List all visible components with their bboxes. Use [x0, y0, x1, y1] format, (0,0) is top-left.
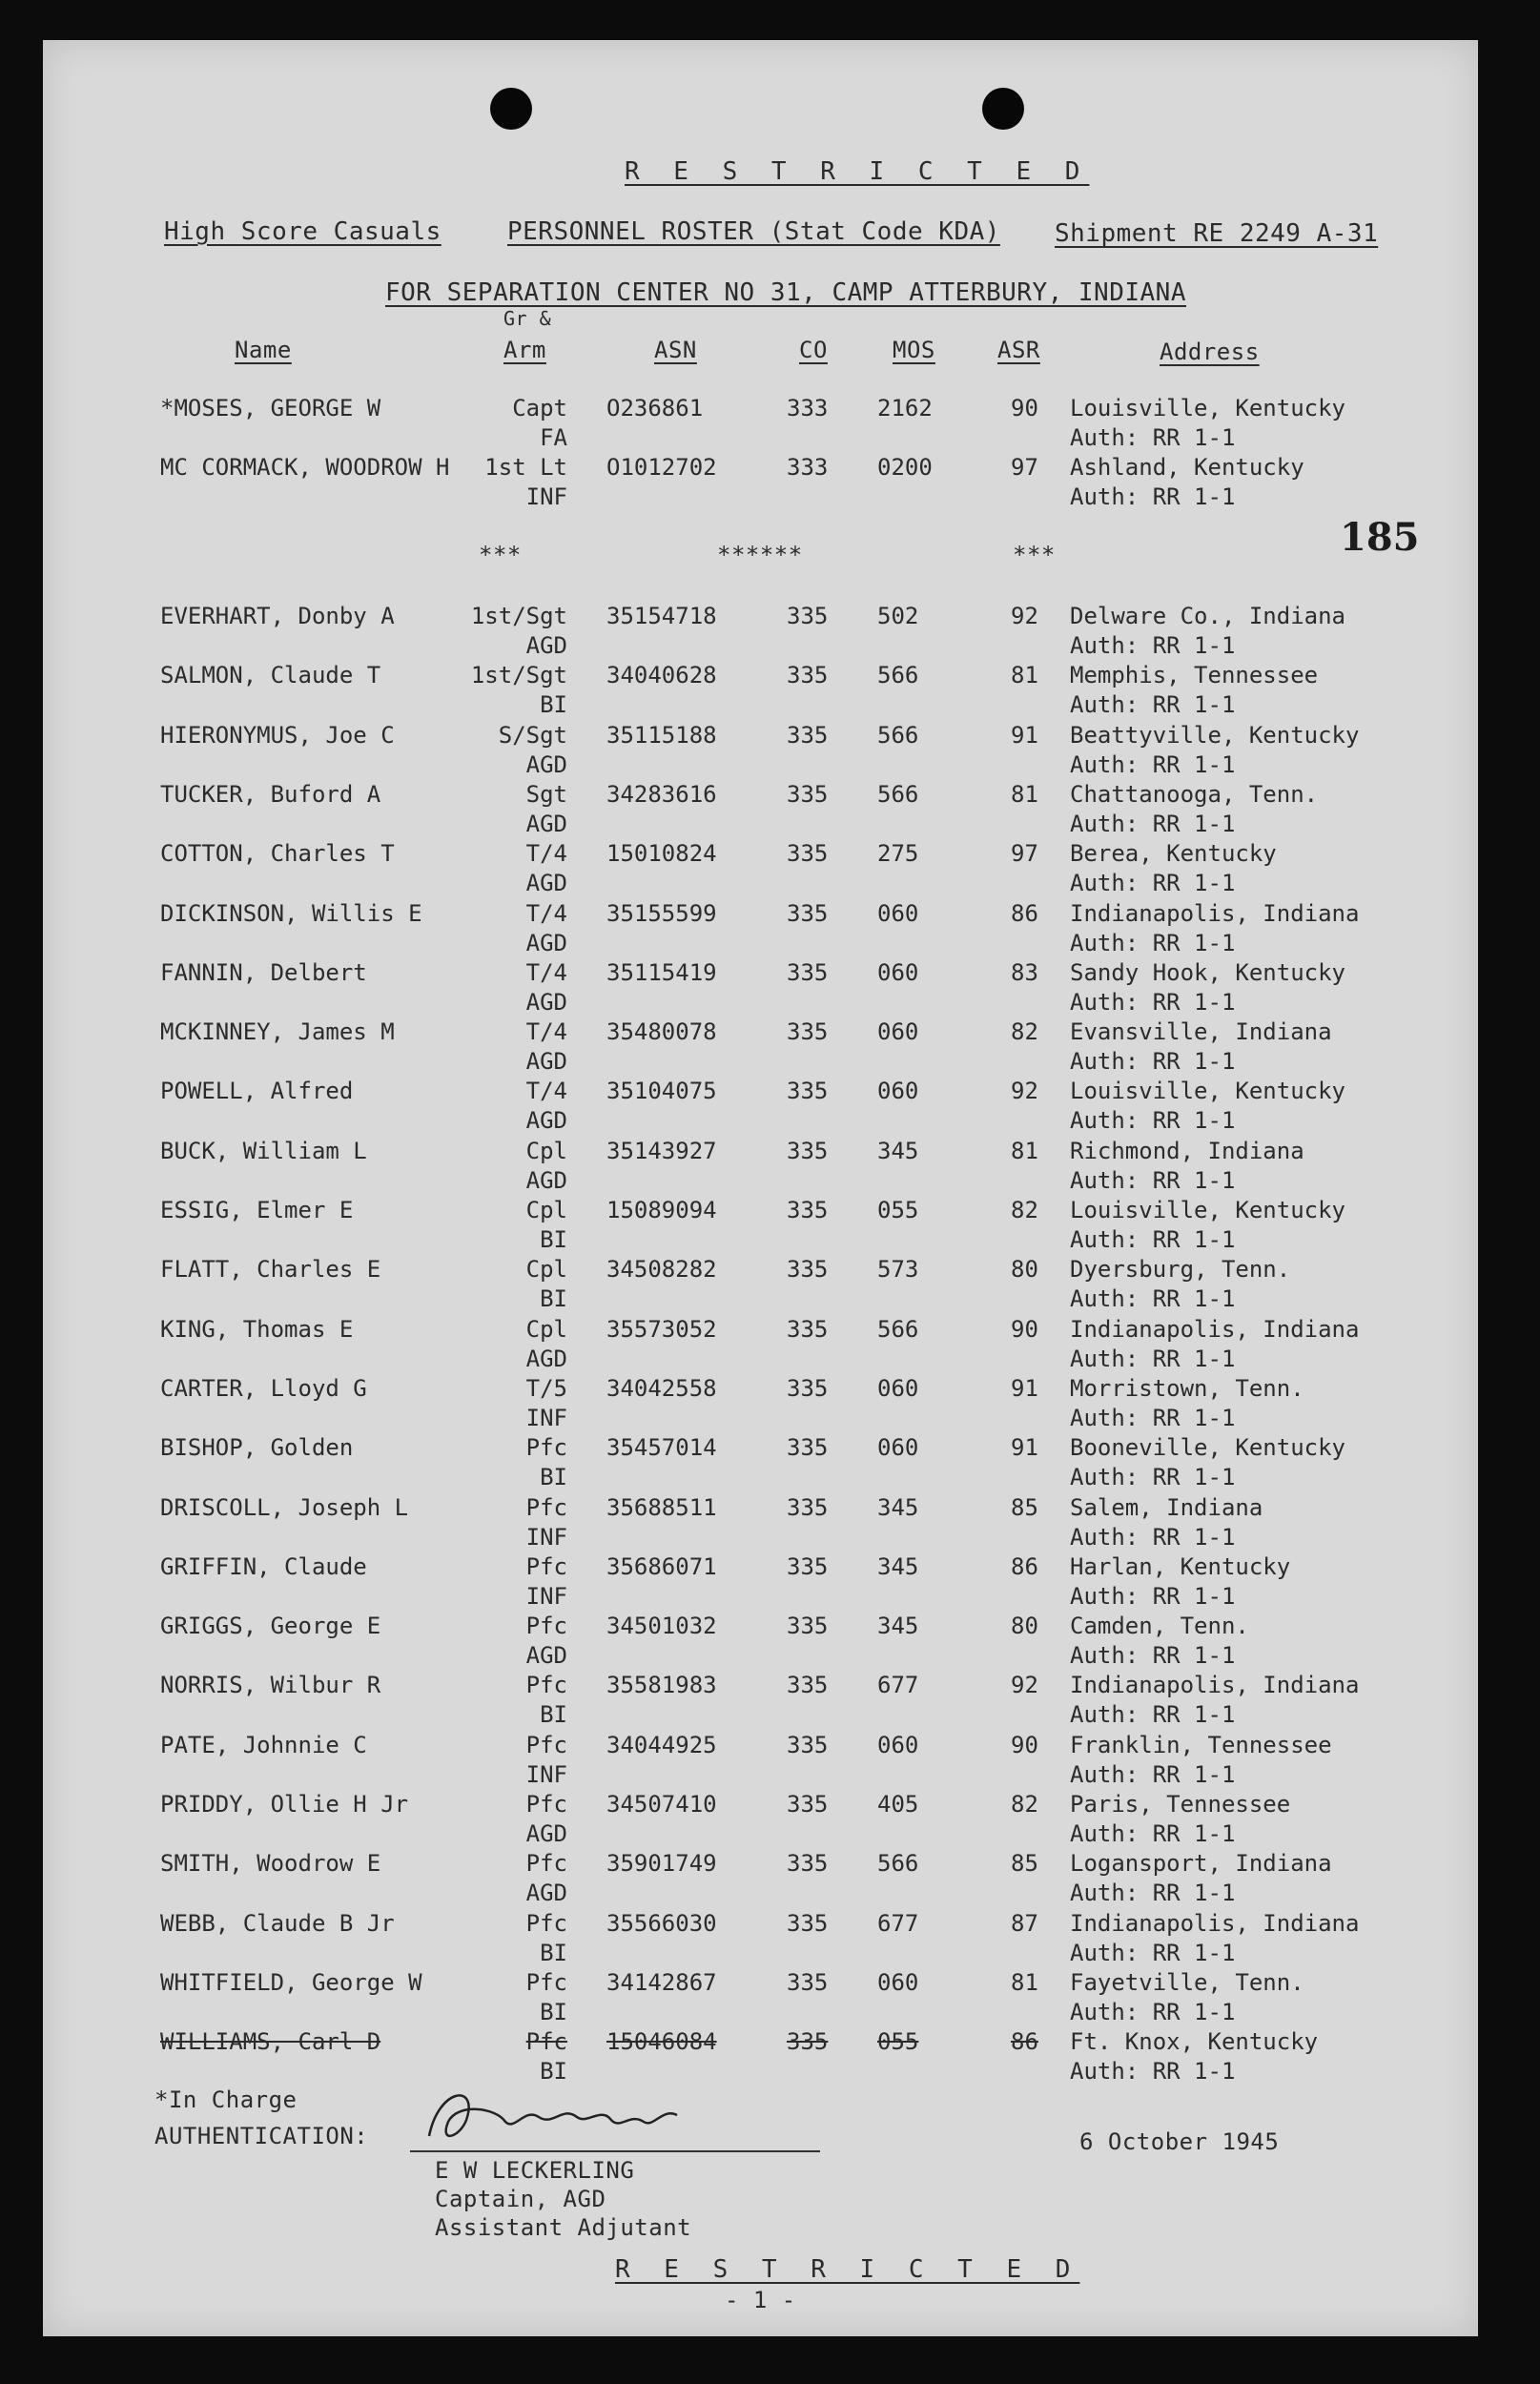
company: 335	[787, 1552, 829, 1580]
roster-row	[0, 1018, 1540, 1078]
roster-row	[0, 454, 1540, 513]
roster-row	[0, 1791, 1540, 1850]
arm-of-service: INF	[525, 1404, 567, 1431]
company: 335	[787, 1137, 829, 1164]
soldier-name: GRIGGS, George E	[160, 1613, 381, 1640]
mos-code: 566	[877, 780, 919, 808]
asr-score: 97	[1011, 454, 1038, 481]
company: 335	[787, 1197, 829, 1223]
soldier-name: ESSIG, Elmer E	[160, 1197, 354, 1223]
mos-code: 0200	[877, 454, 933, 481]
grade: Pfc	[525, 2028, 567, 2056]
grade: Cpl	[525, 1197, 567, 1223]
company: 333	[787, 454, 829, 481]
asr-score: 90	[1011, 1731, 1038, 1758]
mos-code: 345	[877, 1613, 919, 1640]
separator-stars-1: ***	[479, 542, 522, 568]
authority: Auth: RR 1-1	[1070, 810, 1236, 837]
serial-number: 35115419	[606, 958, 717, 986]
roster-row	[0, 662, 1540, 721]
roster-row	[0, 1256, 1540, 1315]
home-address: Dyersburg, Tenn.	[1070, 1256, 1291, 1284]
arm-of-service: AGD	[525, 1820, 567, 1847]
asr-score: 82	[1011, 1791, 1038, 1818]
company: 335	[787, 899, 829, 927]
company: 335	[787, 1731, 829, 1758]
authority: Auth: RR 1-1	[1070, 1226, 1236, 1253]
home-address: Paris, Tennessee	[1070, 1791, 1291, 1818]
roster-title: PERSONNEL ROSTER (Stat Code KDA)	[507, 217, 1000, 246]
roster-row	[0, 1375, 1540, 1434]
home-address: Franklin, Tennessee	[1070, 1731, 1332, 1758]
authority: Auth: RR 1-1	[1070, 750, 1236, 778]
home-address: Louisville, Kentucky	[1070, 395, 1345, 421]
serial-number: 35115188	[606, 721, 717, 749]
serial-number: 34042558	[606, 1374, 717, 1402]
roster-row	[0, 2028, 1540, 2087]
roster-row	[0, 1613, 1540, 1672]
mos-code: 345	[877, 1493, 919, 1521]
grade: 1st Lt	[484, 454, 567, 481]
arm-of-service: AGD	[525, 929, 567, 956]
company: 335	[787, 662, 829, 689]
soldier-name: SALMON, Claude T	[160, 662, 381, 689]
authentication-label: AUTHENTICATION:	[154, 2123, 369, 2149]
grade: Pfc	[525, 1909, 567, 1937]
company: 335	[787, 721, 829, 749]
mos-code: 060	[877, 1731, 919, 1758]
roster-row	[0, 603, 1540, 662]
punch-hole-right	[982, 88, 1024, 130]
asr-score: 86	[1011, 2028, 1038, 2056]
company: 335	[787, 1256, 829, 1284]
grade: Cpl	[525, 1315, 567, 1343]
grade: Pfc	[525, 1791, 567, 1818]
asr-score: 81	[1011, 780, 1038, 808]
roster-row	[0, 1910, 1540, 1969]
roster-row	[0, 959, 1540, 1018]
asr-score: 97	[1011, 840, 1038, 868]
company: 335	[787, 603, 829, 629]
asr-score: 85	[1011, 1850, 1038, 1878]
serial-number: O236861	[606, 395, 704, 421]
handwritten-signature	[420, 2079, 706, 2155]
serial-number: 35688511	[606, 1493, 717, 1521]
asr-score: 90	[1011, 395, 1038, 421]
mos-code: 060	[877, 958, 919, 986]
asr-score: 92	[1011, 1672, 1038, 1699]
asr-score: 82	[1011, 1197, 1038, 1223]
grade: Cpl	[525, 1137, 567, 1164]
separator-stars-2: ******	[717, 542, 803, 568]
soldier-name: DICKINSON, Willis E	[160, 899, 422, 927]
col-asn: ASN	[654, 337, 697, 363]
soldier-name: MC CORMACK, WOODROW H	[160, 454, 450, 481]
mos-code: 566	[877, 721, 919, 749]
company: 335	[787, 1968, 829, 1996]
home-address: Ft. Knox, Kentucky	[1070, 2028, 1319, 2056]
company: 335	[787, 1613, 829, 1640]
asr-score: 86	[1011, 1552, 1038, 1580]
roster-category: High Score Casuals	[164, 217, 441, 246]
arm-of-service: AGD	[525, 1345, 567, 1372]
asr-score: 87	[1011, 1909, 1038, 1937]
home-address: Logansport, Indiana	[1070, 1850, 1332, 1878]
restricted-header: R E S T R I C T E D	[625, 157, 1090, 186]
soldier-name: PRIDDY, Ollie H Jr	[160, 1791, 409, 1818]
grade: Pfc	[525, 1731, 567, 1758]
home-address: Louisville, Kentucky	[1070, 1078, 1345, 1105]
arm-of-service: AGD	[525, 1880, 567, 1907]
arm-of-service: AGD	[525, 870, 567, 897]
col-name: Name	[235, 337, 292, 363]
asr-score: 86	[1011, 899, 1038, 927]
mos-code: 060	[877, 1374, 919, 1402]
soldier-name: SMITH, Woodrow E	[160, 1850, 381, 1878]
soldier-name: GRIFFIN, Claude	[160, 1552, 367, 1580]
home-address: Indianapolis, Indiana	[1070, 1315, 1360, 1343]
company: 335	[787, 1315, 829, 1343]
asr-score: 83	[1011, 958, 1038, 986]
home-address: Evansville, Indiana	[1070, 1018, 1332, 1046]
serial-number: 34040628	[606, 662, 717, 689]
roster-row	[0, 722, 1540, 781]
authority: Auth: RR 1-1	[1070, 1107, 1236, 1135]
authority: Auth: RR 1-1	[1070, 424, 1236, 451]
authority: Auth: RR 1-1	[1070, 2058, 1236, 2086]
mos-code: 060	[877, 1434, 919, 1462]
asr-score: 92	[1011, 603, 1038, 629]
mos-code: 060	[877, 1078, 919, 1105]
home-address: Memphis, Tennessee	[1070, 662, 1319, 689]
serial-number: 35104075	[606, 1078, 717, 1105]
soldier-name: KING, Thomas E	[160, 1315, 354, 1343]
home-address: Ashland, Kentucky	[1070, 454, 1304, 481]
authority: Auth: RR 1-1	[1070, 929, 1236, 956]
roster-row	[0, 1672, 1540, 1731]
home-address: Berea, Kentucky	[1070, 840, 1277, 868]
mos-code: 275	[877, 840, 919, 868]
company: 335	[787, 1672, 829, 1699]
home-address: Louisville, Kentucky	[1070, 1197, 1345, 1223]
arm-of-service: INF	[525, 1760, 567, 1788]
arm-of-service: BI	[540, 1464, 567, 1491]
asr-score: 81	[1011, 662, 1038, 689]
document-date: 6 October 1945	[1079, 2128, 1280, 2155]
arm-of-service: BI	[540, 1285, 567, 1313]
arm-of-service: AGD	[525, 1107, 567, 1135]
serial-number: 34283616	[606, 780, 717, 808]
grade: Pfc	[525, 1968, 567, 1996]
soldier-name: *MOSES, GEORGE W	[160, 395, 381, 421]
col-gr-amp: Gr &	[503, 307, 552, 330]
grade: T/4	[525, 958, 567, 986]
soldier-name: COTTON, Charles T	[160, 840, 395, 868]
mos-code: 060	[877, 1018, 919, 1046]
arm-of-service: INF	[525, 1582, 567, 1610]
serial-number: 34044925	[606, 1731, 717, 1758]
grade: S/Sgt	[498, 721, 567, 749]
mos-code: 677	[877, 1909, 919, 1937]
soldier-name: EVERHART, Donby A	[160, 603, 395, 629]
asr-score: 85	[1011, 1493, 1038, 1521]
grade: Pfc	[525, 1434, 567, 1462]
arm-of-service: AGD	[525, 750, 567, 778]
mos-code: 566	[877, 1315, 919, 1343]
home-address: Indianapolis, Indiana	[1070, 1909, 1360, 1937]
roster-row	[0, 1078, 1540, 1137]
company: 335	[787, 958, 829, 986]
mos-code: 345	[877, 1552, 919, 1580]
roster-row	[0, 1434, 1540, 1493]
soldier-name: TUCKER, Buford A	[160, 780, 381, 808]
arm-of-service: BI	[540, 1998, 567, 2025]
asr-score: 91	[1011, 721, 1038, 749]
page-number: - 1 -	[725, 2287, 796, 2313]
mos-code: 055	[877, 1197, 919, 1223]
soldier-name: NORRIS, Wilbur R	[160, 1672, 381, 1699]
authority: Auth: RR 1-1	[1070, 1760, 1236, 1788]
grade: Sgt	[525, 780, 567, 808]
soldier-name: WEBB, Claude B Jr	[160, 1909, 395, 1937]
authority: Auth: RR 1-1	[1070, 691, 1236, 719]
mos-code: 677	[877, 1672, 919, 1699]
col-co: CO	[799, 337, 828, 363]
grade: Pfc	[525, 1552, 567, 1580]
company: 335	[787, 840, 829, 868]
soldier-name: WHITFIELD, George W	[160, 1968, 422, 1996]
company: 335	[787, 1078, 829, 1105]
authority: Auth: RR 1-1	[1070, 1582, 1236, 1610]
grade: Capt	[512, 395, 567, 421]
home-address: Indianapolis, Indiana	[1070, 899, 1360, 927]
mos-code: 2162	[877, 395, 933, 421]
mos-code: 055	[877, 2028, 919, 2056]
grade: Pfc	[525, 1672, 567, 1699]
restricted-footer: R E S T R I C T E D	[615, 2255, 1080, 2284]
roster-row	[0, 1553, 1540, 1613]
asr-score: 80	[1011, 1613, 1038, 1640]
grade: 1st/Sgt	[470, 662, 567, 689]
soldier-name: CARTER, Lloyd G	[160, 1374, 367, 1402]
in-charge-note: *In Charge	[154, 2086, 298, 2113]
home-address: Richmond, Indiana	[1070, 1137, 1304, 1164]
mos-code: 060	[877, 1968, 919, 1996]
home-address: Booneville, Kentucky	[1070, 1434, 1345, 1462]
roster-row	[0, 840, 1540, 899]
authority: Auth: RR 1-1	[1070, 1285, 1236, 1313]
serial-number: 35901749	[606, 1850, 717, 1878]
arm-of-service: BI	[540, 2058, 567, 2086]
soldier-name: DRISCOLL, Joseph L	[160, 1493, 409, 1521]
authority: Auth: RR 1-1	[1070, 1464, 1236, 1491]
arm-of-service: INF	[525, 483, 567, 510]
signature-line	[410, 2150, 820, 2152]
punch-hole-left	[490, 88, 532, 130]
arm-of-service: AGD	[525, 1166, 567, 1194]
home-address: Chattanooga, Tenn.	[1070, 780, 1319, 808]
serial-number: 34507410	[606, 1791, 717, 1818]
roster-row	[0, 781, 1540, 840]
page-stamp-number: 185	[1340, 515, 1420, 560]
serial-number: 34142867	[606, 1968, 717, 1996]
roster-row	[0, 1850, 1540, 1909]
home-address: Harlan, Kentucky	[1070, 1552, 1291, 1580]
authority: Auth: RR 1-1	[1070, 1701, 1236, 1729]
authority: Auth: RR 1-1	[1070, 1523, 1236, 1551]
authority: Auth: RR 1-1	[1070, 483, 1236, 510]
grade: Pfc	[525, 1613, 567, 1640]
grade: T/4	[525, 899, 567, 927]
grade: T/4	[525, 1018, 567, 1046]
arm-of-service: BI	[540, 691, 567, 719]
signer-title: Assistant Adjutant	[435, 2214, 692, 2241]
company: 335	[787, 1434, 829, 1462]
grade: Cpl	[525, 1256, 567, 1284]
authority: Auth: RR 1-1	[1070, 1345, 1236, 1372]
roster-row	[0, 1197, 1540, 1256]
roster-row	[0, 395, 1540, 454]
grade: Pfc	[525, 1850, 567, 1878]
soldier-name: WILLIAMS, Carl D	[160, 2028, 381, 2056]
authority: Auth: RR 1-1	[1070, 1820, 1236, 1847]
signer-name: E W LECKERLING	[435, 2157, 635, 2184]
arm-of-service: AGD	[525, 1048, 567, 1076]
serial-number: 35154718	[606, 603, 717, 629]
grade: T/4	[525, 1078, 567, 1105]
home-address: Beattyville, Kentucky	[1070, 721, 1360, 749]
soldier-name: BUCK, William L	[160, 1137, 367, 1164]
asr-score: 82	[1011, 1018, 1038, 1046]
mos-code: 502	[877, 603, 919, 629]
company: 335	[787, 1493, 829, 1521]
arm-of-service: AGD	[525, 1642, 567, 1670]
asr-score: 90	[1011, 1315, 1038, 1343]
serial-number: 35686071	[606, 1552, 717, 1580]
roster-row	[0, 900, 1540, 959]
roster-row	[0, 1732, 1540, 1791]
col-mos: MOS	[893, 337, 935, 363]
arm-of-service: BI	[540, 1701, 567, 1729]
authority: Auth: RR 1-1	[1070, 1404, 1236, 1431]
arm-of-service: AGD	[525, 810, 567, 837]
arm-of-service: BI	[540, 1226, 567, 1253]
company: 335	[787, 1018, 829, 1046]
serial-number: 34508282	[606, 1256, 717, 1284]
serial-number: 35573052	[606, 1315, 717, 1343]
company: 335	[787, 1850, 829, 1878]
roster-row	[0, 1494, 1540, 1553]
mos-code: 566	[877, 662, 919, 689]
arm-of-service: FA	[540, 424, 567, 451]
serial-number: 35143927	[606, 1137, 717, 1164]
soldier-name: POWELL, Alfred	[160, 1078, 354, 1105]
serial-number: 35581983	[606, 1672, 717, 1699]
soldier-name: HIERONYMUS, Joe C	[160, 721, 395, 749]
authority: Auth: RR 1-1	[1070, 1880, 1236, 1907]
serial-number: 35155599	[606, 899, 717, 927]
authority: Auth: RR 1-1	[1070, 1048, 1236, 1076]
soldier-name: PATE, Johnnie C	[160, 1731, 367, 1758]
roster-row	[0, 1138, 1540, 1197]
company: 335	[787, 2028, 829, 2056]
serial-number: 15089094	[606, 1197, 717, 1223]
grade: T/4	[525, 840, 567, 868]
home-address: Delware Co., Indiana	[1070, 603, 1345, 629]
grade: Pfc	[525, 1493, 567, 1521]
soldier-name: FLATT, Charles E	[160, 1256, 381, 1284]
authority: Auth: RR 1-1	[1070, 632, 1236, 659]
serial-number: 35566030	[606, 1909, 717, 1937]
asr-score: 91	[1011, 1374, 1038, 1402]
asr-score: 81	[1011, 1968, 1038, 1996]
home-address: Sandy Hook, Kentucky	[1070, 958, 1345, 986]
home-address: Morristown, Tenn.	[1070, 1374, 1304, 1402]
soldier-name: MCKINNEY, James M	[160, 1018, 395, 1046]
roster-row	[0, 1969, 1540, 2028]
asr-score: 92	[1011, 1078, 1038, 1105]
authority: Auth: RR 1-1	[1070, 870, 1236, 897]
roster-row	[0, 1316, 1540, 1375]
authority: Auth: RR 1-1	[1070, 1642, 1236, 1670]
arm-of-service: BI	[540, 1939, 567, 1966]
authority: Auth: RR 1-1	[1070, 988, 1236, 1016]
authority: Auth: RR 1-1	[1070, 1998, 1236, 2025]
mos-code: 060	[877, 899, 919, 927]
company: 335	[787, 1374, 829, 1402]
company: 335	[787, 1909, 829, 1937]
home-address: Fayetville, Tenn.	[1070, 1968, 1304, 1996]
serial-number: 34501032	[606, 1613, 717, 1640]
arm-of-service: AGD	[525, 988, 567, 1016]
company: 335	[787, 1791, 829, 1818]
soldier-name: BISHOP, Golden	[160, 1434, 354, 1462]
company: 335	[787, 780, 829, 808]
asr-score: 80	[1011, 1256, 1038, 1284]
home-address: Indianapolis, Indiana	[1070, 1672, 1360, 1699]
grade: 1st/Sgt	[470, 603, 567, 629]
mos-code: 566	[877, 1850, 919, 1878]
home-address: Camden, Tenn.	[1070, 1613, 1249, 1640]
mos-code: 345	[877, 1137, 919, 1164]
shipment-number: Shipment RE 2249 A-31	[1055, 219, 1379, 248]
arm-of-service: INF	[525, 1523, 567, 1551]
mos-code: 573	[877, 1256, 919, 1284]
mos-code: 405	[877, 1791, 919, 1818]
arm-of-service: AGD	[525, 632, 567, 659]
col-arm: Arm	[503, 337, 546, 363]
serial-number: 15010824	[606, 840, 717, 868]
authority: Auth: RR 1-1	[1070, 1939, 1236, 1966]
col-address: Address	[1160, 339, 1260, 365]
company: 333	[787, 395, 829, 421]
asr-score: 91	[1011, 1434, 1038, 1462]
grade: T/5	[525, 1374, 567, 1402]
serial-number: O1012702	[606, 454, 717, 481]
separation-center: FOR SEPARATION CENTER NO 31, CAMP ATTERBURY, INDIANA	[385, 278, 1186, 307]
serial-number: 35457014	[606, 1434, 717, 1462]
asr-score: 81	[1011, 1137, 1038, 1164]
authority: Auth: RR 1-1	[1070, 1166, 1236, 1194]
separator-stars-3: ***	[1013, 542, 1056, 568]
signer-rank: Captain, AGD	[435, 2186, 606, 2212]
col-asr: ASR	[997, 337, 1040, 363]
serial-number: 35480078	[606, 1018, 717, 1046]
home-address: Salem, Indiana	[1070, 1493, 1263, 1521]
serial-number: 15046084	[606, 2028, 717, 2056]
soldier-name: FANNIN, Delbert	[160, 958, 367, 986]
